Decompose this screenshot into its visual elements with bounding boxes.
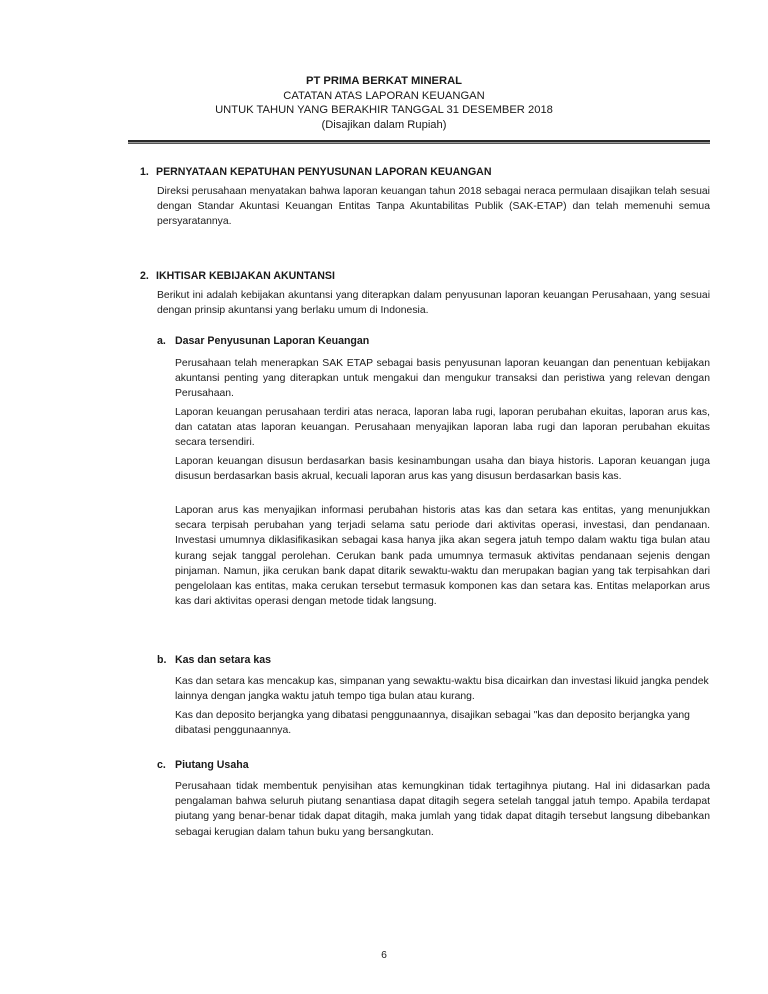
subsection-a-paragraph-4: Laporan arus kas menyajikan informasi perubahan historis atas kas dan setara kas entitas, yang menunjukkan secara terpisah perubahan yang terjadi selama satu periode dari aktivitas operasi, investasi, dan pendanaan. Investasi umumnya diklasifikasikan sebagai kasa hanya jika akan segera jatuh tempo dalam waktu tiga bulan atau kurang sejak tanggal perolehan. Cerukan bank pada umumnya termasuk aktivitas pendanaan sejenis dengan pinjaman. Namun, jika cerukan bank dapat ditarik sewaktu-waktu dan merupakan bagian yang tak terpisahkan dari pengelolaan kas entitas, maka cerukan tersebut termasuk komponen kas dan setara kas. Entitas melaporkan arus kas dari aktivitas operasi dengan metode tidak langsung. [175, 505, 710, 608]
subsection-title: Dasar Penyusunan Laporan Keuangan [175, 335, 370, 347]
section-2-intro: Berikut ini adalah kebijakan akuntansi yang diterapkan dalam penyusunan laporan keuangan Perusahaan, yang sesuai dengan prinsip akuntansi yang berlaku umum di Indonesia. [157, 290, 710, 317]
subsection-a-paragraph-2: Laporan keuangan perusahaan terdiri atas neraca, laporan laba rugi, laporan perubahan ekuitas, laporan arus kas, dan catatan atas laporan keuangan. Perusahaan menyajikan laporan laba rugi dan laporan perubahan ekuitas secara tersendiri. [175, 407, 710, 449]
subsection-a-paragraph-1: Perusahaan telah menerapkan SAK ETAP sebagai basis penyusunan laporan keuangan dan penentuan kebijakan akuntansi penting yang diterapkan untuk mengakui dan mengukur transaksi dan peristiwa yang relevan dengan Perusahaan. [175, 358, 710, 400]
page-number: 6 [381, 950, 387, 961]
company-name: PT PRIMA BERKAT MINERAL [306, 75, 462, 87]
section-title: IKHTISAR KEBIJAKAN AKUNTANSI [156, 270, 335, 282]
section-number: 2. [140, 270, 149, 282]
section-number: 1. [140, 166, 149, 178]
subsection-title: Piutang Usaha [175, 759, 249, 771]
reporting-period: UNTUK TAHUN YANG BERAKHIR TANGGAL 31 DESEMBER 2018 [215, 104, 553, 116]
header-divider [128, 140, 710, 144]
subsection-c-paragraph-1: Perusahaan tidak membentuk penyisihan atas kemungkinan tidak tertagihnya piutang. Hal ini didasarkan pada pengalaman bahwa seluruh piutang senantiasa dapat ditagih segera setelah tanggal jatuh tempo. Apabila terdapat piutang yang benar-benar tidak dapat ditagih, maka jumlah yang tidak dapat ditagih tersebut langsung dibebankan sebagai kerugian dalam tahun buku yang bersangkutan. [175, 781, 710, 838]
subsection-b-paragraph-2: Kas dan deposito berjangka yang dibatasi penggunaannya, disajikan sebagai "kas dan deposito berjangka yang dibatasi penggunaannya. [175, 710, 690, 737]
subsection-letter: c. [157, 759, 166, 771]
currency-note: (Disajikan dalam Rupiah) [321, 118, 447, 131]
section-1-heading [140, 165, 492, 179]
subsection-letter: b. [157, 654, 167, 666]
document-header [0, 74, 768, 132]
subsection-title: Kas dan setara kas [175, 654, 271, 666]
subsection-letter: a. [157, 335, 166, 347]
subsection-a-paragraph-3: Laporan keuangan disusun berdasarkan basis kesinambungan usaha dan biaya historis. Laporan keuangan juga disusun berdasarkan basis akrual, kecuali laporan arus kas yang disusun berdasarkan basis kas. [175, 456, 710, 483]
subsection-b-paragraph-1: Kas dan setara kas mencakup kas, simpanan yang sewaktu-waktu bisa dicairkan dan investasi likuid jangka pendek lainnya dengan jangka waktu jatuh tempo tiga bulan atau kurang. [175, 676, 709, 703]
document-title: CATATAN ATAS LAPORAN KEUANGAN [283, 89, 485, 102]
section-2-heading [140, 269, 335, 283]
subsection-a-heading [157, 334, 369, 348]
section-1-paragraph: Direksi perusahaan menyatakan bahwa laporan keuangan tahun 2018 sebagai neraca permulaan disajikan telah sesuai dengan Standar Akuntasi Keuangan Entitas Tanpa Akuntabilitas Publik (SAK-ETAP) dan telah memenuhi semua persyaratannya. [157, 186, 710, 228]
subsection-c-heading [157, 758, 249, 772]
section-title: PERNYATAAN KEPATUHAN PENYUSUNAN LAPORAN KEUANGAN [156, 166, 492, 178]
subsection-b-heading [157, 653, 271, 667]
